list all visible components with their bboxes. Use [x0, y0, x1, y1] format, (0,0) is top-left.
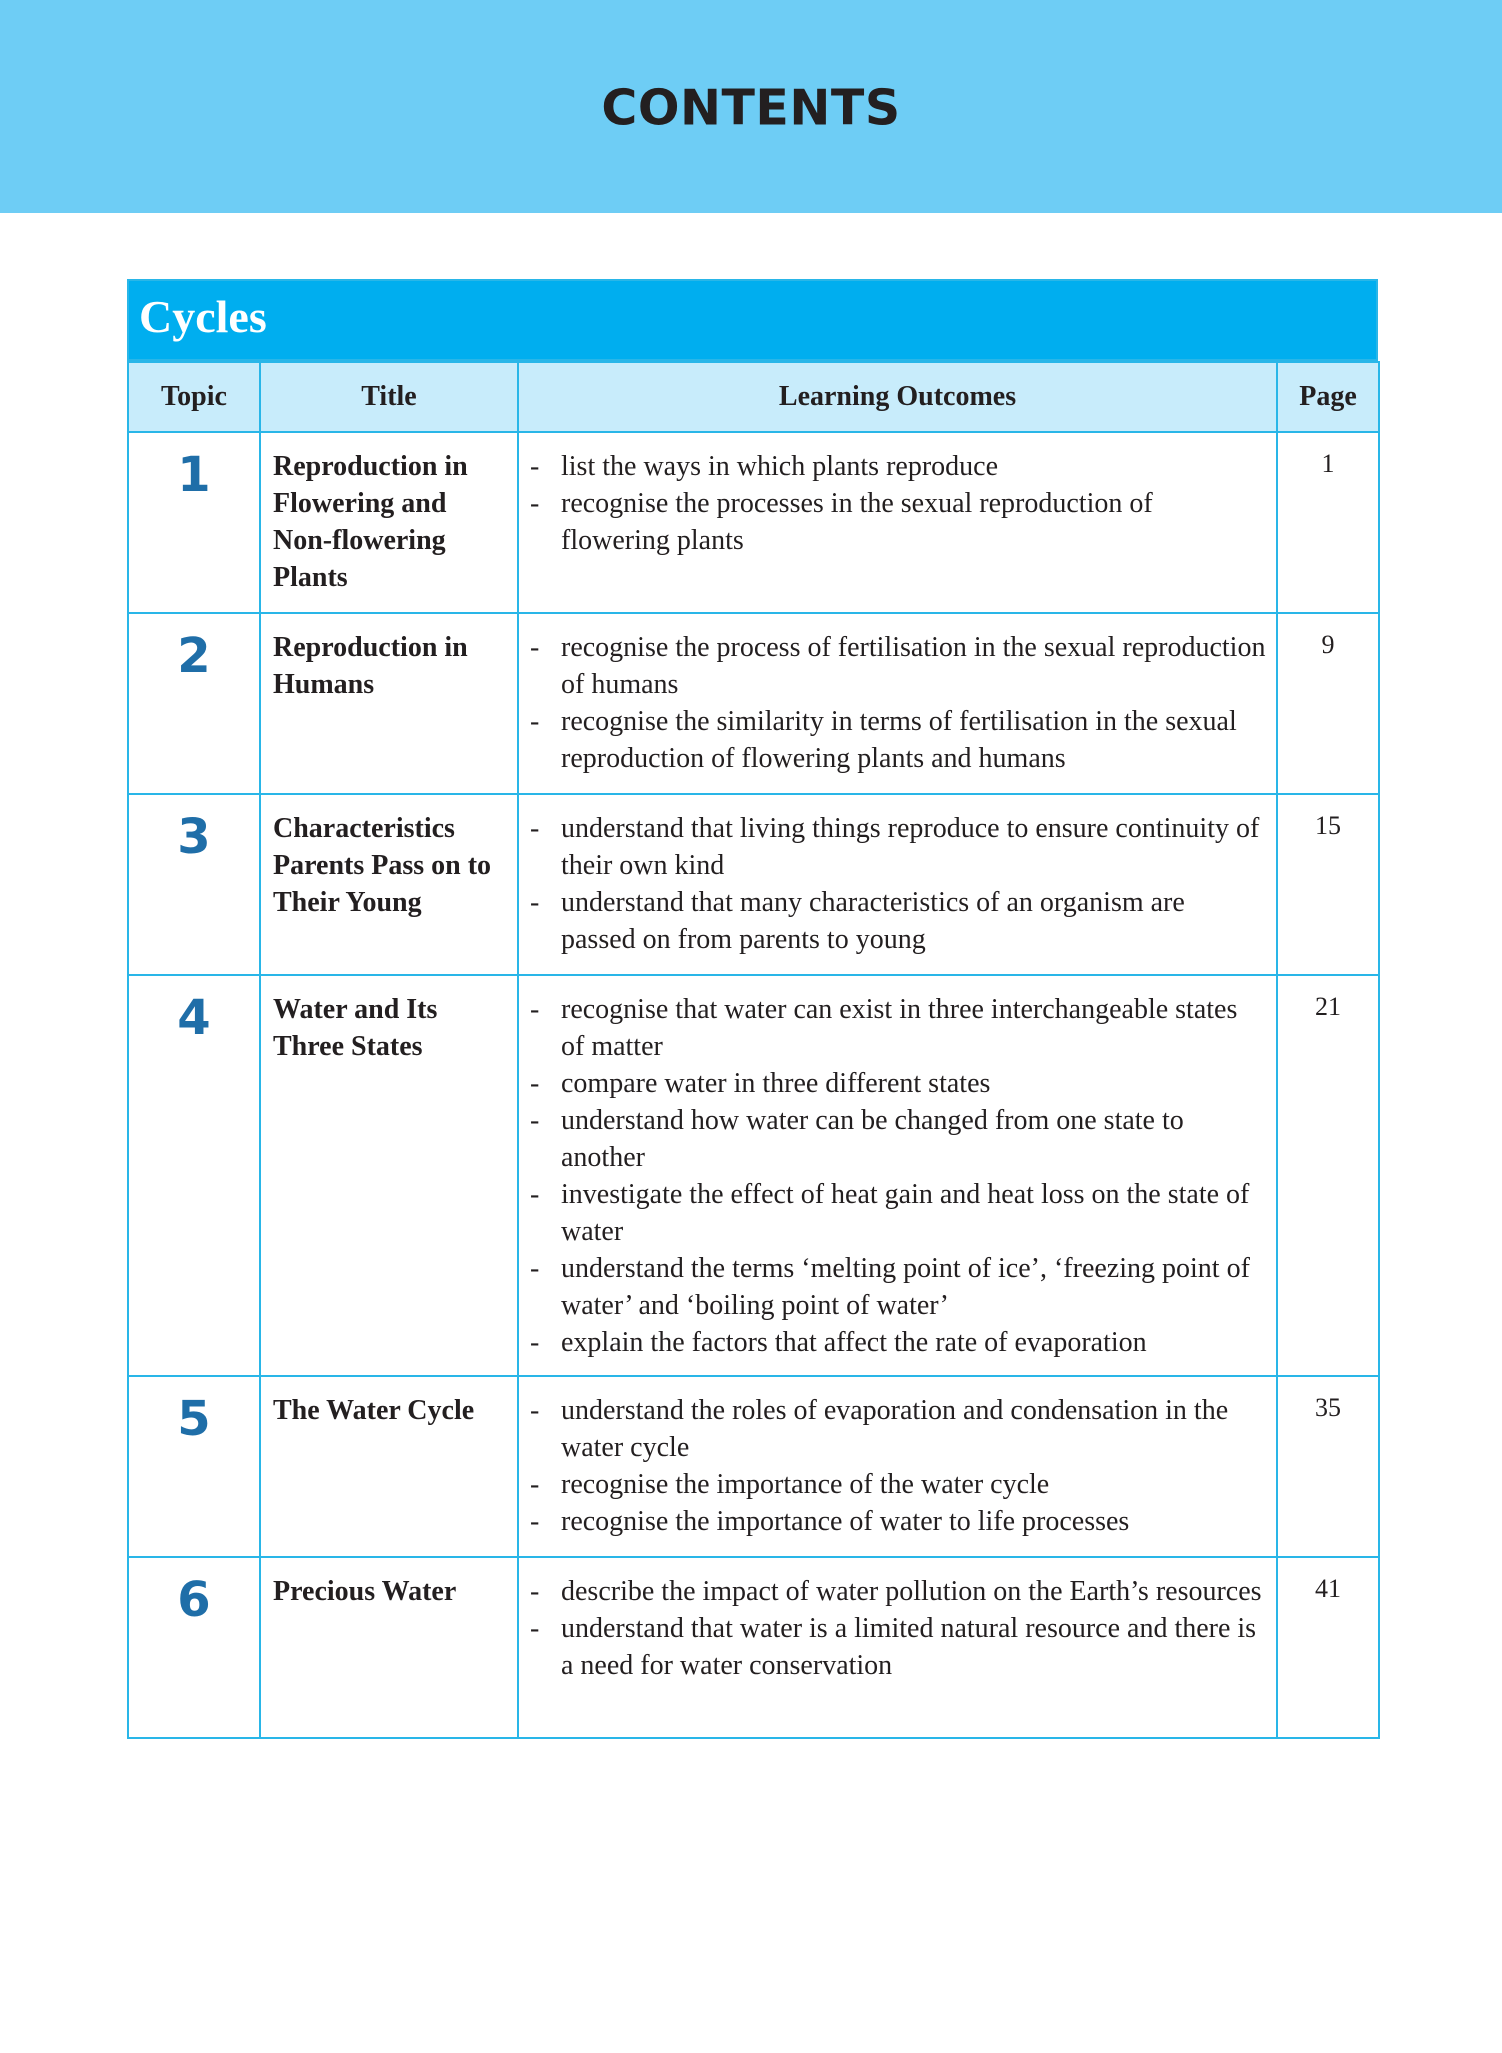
outcome-item [527, 1503, 1266, 1540]
outcome-list [527, 1573, 1266, 1684]
page-number: 15 [1277, 794, 1379, 975]
outcome-item [527, 1065, 1266, 1102]
outcome-item [527, 1176, 1266, 1250]
outcome-text: recognise the processes in the sexual reproduction of flowering plants [561, 488, 1153, 556]
topic-title: Reproduction in Humans [260, 613, 518, 794]
column-header-title: Title [260, 362, 518, 432]
outcome-list [527, 1392, 1266, 1540]
dash-bullet-icon: - [530, 1179, 540, 1210]
outcome-item [527, 1250, 1266, 1324]
outcome-text: understand the roles of evaporation and condensation in the water cycle [561, 1395, 1229, 1463]
outcome-item [527, 810, 1266, 884]
dash-bullet-icon: - [530, 1576, 540, 1607]
outcome-list [527, 991, 1266, 1361]
page-title: CONTENTS [601, 79, 901, 137]
learning-outcomes [518, 613, 1277, 794]
page-number: 21 [1277, 975, 1379, 1376]
topic-number: 2 [128, 613, 260, 794]
outcome-list [527, 810, 1266, 958]
table-body [128, 432, 1379, 1738]
outcome-item [527, 629, 1266, 703]
dash-bullet-icon: - [530, 1327, 540, 1358]
outcome-item [527, 1102, 1266, 1176]
learning-outcomes [518, 1376, 1277, 1557]
outcome-text: understand the terms ‘melting point of ice’, ‘freezing point of water’ and ‘boiling point of water’ [561, 1253, 1250, 1321]
outcome-text: list the ways in which plants reproduce [561, 451, 999, 482]
outcome-text: recognise the process of fertilisation in the sexual reproduction of humans [561, 632, 1266, 700]
outcome-text: understand that water is a limited natural resource and there is a need for water conservation [561, 1613, 1257, 1681]
outcome-text: describe the impact of water pollution on the Earth’s resources [561, 1576, 1262, 1607]
contents-table [127, 361, 1380, 1739]
dash-bullet-icon: - [530, 1613, 540, 1644]
table-row [128, 1557, 1379, 1738]
page-number: 41 [1277, 1557, 1379, 1738]
outcome-text: recognise the importance of the water cycle [561, 1469, 1050, 1500]
dash-bullet-icon: - [530, 887, 540, 918]
table-header-row [128, 362, 1379, 432]
topic-title: Characteristics Parents Pass on to Their Young [260, 794, 518, 975]
dash-bullet-icon: - [530, 1068, 540, 1099]
contents-table-container [127, 279, 1378, 1739]
table-row [128, 794, 1379, 975]
topic-title: Precious Water [260, 1557, 518, 1738]
outcome-list [527, 448, 1266, 559]
outcome-item [527, 1573, 1266, 1610]
topic-number: 1 [128, 432, 260, 613]
table-row [128, 432, 1379, 613]
outcome-text: understand that many characteristics of an organism are passed on from parents to young [561, 887, 1185, 955]
learning-outcomes [518, 794, 1277, 975]
dash-bullet-icon: - [530, 1105, 540, 1136]
page-number: 35 [1277, 1376, 1379, 1557]
topic-number: 3 [128, 794, 260, 975]
topic-number: 6 [128, 1557, 260, 1738]
dash-bullet-icon: - [530, 451, 540, 482]
column-header-page: Page [1277, 362, 1379, 432]
learning-outcomes [518, 975, 1277, 1376]
table-row [128, 1376, 1379, 1557]
column-header-outcomes: Learning Outcomes [518, 362, 1277, 432]
dash-bullet-icon: - [530, 813, 540, 844]
page-number: 1 [1277, 432, 1379, 613]
outcome-text: recognise the importance of water to life processes [561, 1506, 1130, 1537]
outcome-item [527, 991, 1266, 1065]
dash-bullet-icon: - [530, 1506, 540, 1537]
outcome-text: understand how water can be changed from one state to another [561, 1105, 1184, 1173]
topic-title: Water and Its Three States [260, 975, 518, 1376]
topic-title: Reproduction in Flowering and Non-flowering Plants [260, 432, 518, 613]
page-number: 9 [1277, 613, 1379, 794]
outcome-text: explain the factors that affect the rate of evaporation [561, 1327, 1147, 1358]
outcome-item [527, 703, 1266, 777]
outcome-item [527, 448, 1266, 485]
outcome-item [527, 1466, 1266, 1503]
table-row [128, 613, 1379, 794]
outcome-text: compare water in three different states [561, 1068, 991, 1099]
learning-outcomes [518, 1557, 1277, 1738]
outcome-list [527, 629, 1266, 777]
dash-bullet-icon: - [530, 488, 540, 519]
table-row [128, 975, 1379, 1376]
dash-bullet-icon: - [530, 994, 540, 1025]
topic-title: The Water Cycle [260, 1376, 518, 1557]
outcome-item [527, 884, 1266, 958]
outcome-text: recognise the similarity in terms of fertilisation in the sexual reproduction of flowering plants and humans [561, 706, 1237, 774]
outcome-text: recognise that water can exist in three interchangeable states of matter [561, 994, 1238, 1062]
dash-bullet-icon: - [530, 632, 540, 663]
dash-bullet-icon: - [530, 1469, 540, 1500]
outcome-item [527, 1324, 1266, 1361]
outcome-item [527, 485, 1266, 559]
dash-bullet-icon: - [530, 706, 540, 737]
topic-number: 4 [128, 975, 260, 1376]
section-heading: Cycles [127, 279, 1378, 361]
outcome-item [527, 1392, 1266, 1466]
topic-number: 5 [128, 1376, 260, 1557]
dash-bullet-icon: - [530, 1395, 540, 1426]
outcome-text: investigate the effect of heat gain and heat loss on the state of water [561, 1179, 1250, 1247]
outcome-text: understand that living things reproduce to ensure continuity of their own kind [561, 813, 1260, 881]
column-header-topic: Topic [128, 362, 260, 432]
outcome-item [527, 1610, 1266, 1684]
dash-bullet-icon: - [530, 1253, 540, 1284]
learning-outcomes [518, 432, 1277, 613]
